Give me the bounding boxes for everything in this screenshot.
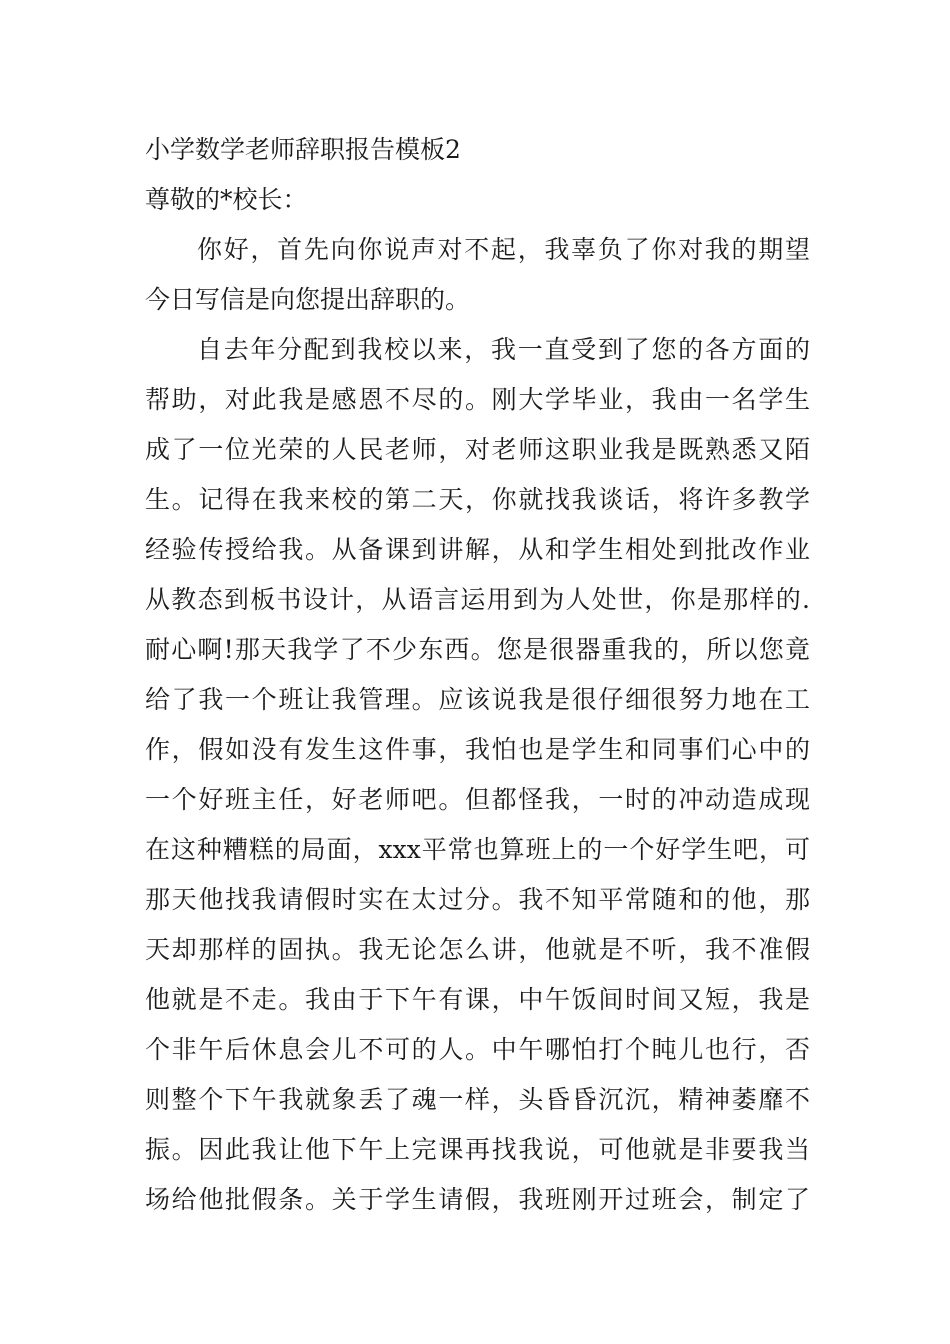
- paragraph-line: 那天他找我请假时实在太过分。我不知平常随和的他，那: [145, 885, 810, 914]
- paragraph-line: 振。因此我让他下午上完课再找我说，可他就是非要我当: [145, 1135, 810, 1164]
- paragraph-line: 一个好班主任，好老师吧。但都怪我，一时的冲动造成现: [145, 785, 810, 814]
- paragraph-line: 则整个下午我就象丢了魂一样，头昏昏沉沉，精神萎靡不: [145, 1085, 810, 1114]
- paragraph-line: 经验传授给我。从备课到讲解，从和学生相处到批改作业: [145, 535, 810, 564]
- paragraph-line: 作，假如没有发生这件事，我怕也是学生和同事们心中的: [145, 735, 810, 764]
- paragraph-line: 耐心啊!那天我学了不少东西。您是很器重我的，所以您竟: [145, 635, 810, 664]
- paragraph-line: 帮助，对此我是感恩不尽的。刚大学毕业，我由一名学生: [145, 385, 810, 414]
- paragraph-line: 你好，首先向你说声对不起，我辜负了你对我的期望: [197, 235, 810, 264]
- paragraph-line: 个非午后休息会儿不可的人。中午哪怕打个盹儿也行，否: [145, 1035, 810, 1064]
- paragraph-line: 他就是不走。我由于下午有课，中午饭间时间又短，我是: [145, 985, 810, 1014]
- paragraph-line: 给了我一个班让我管理。应该说我是很仔细很努力地在工: [145, 685, 810, 714]
- paragraph-line: 今日写信是向您提出辞职的。: [145, 285, 471, 314]
- paragraph-line: 在这种糟糕的局面，xxx平常也算班上的一个好学生吧，可: [145, 835, 810, 864]
- paragraph-line: 从教态到板书设计，从语言运用到为人处世，你是那样的.: [145, 585, 810, 614]
- paragraph-line: 成了一位光荣的人民老师，对老师这职业我是既熟悉又陌: [145, 435, 810, 464]
- paragraph-line: 自去年分配到我校以来，我一直受到了您的各方面的: [197, 335, 810, 364]
- paragraph-line: 生。记得在我来校的第二天，你就找我谈话，将许多教学: [145, 485, 810, 514]
- paragraph-line: 场给他批假条。关于学生请假，我班刚开过班会，制定了: [145, 1185, 810, 1214]
- document-title: 小学数学老师辞职报告模板2: [145, 135, 461, 164]
- salutation: 尊敬的*校长：: [145, 185, 308, 214]
- paragraph-line: 天却那样的固执。我无论怎么讲，他就是不听，我不准假: [145, 935, 810, 964]
